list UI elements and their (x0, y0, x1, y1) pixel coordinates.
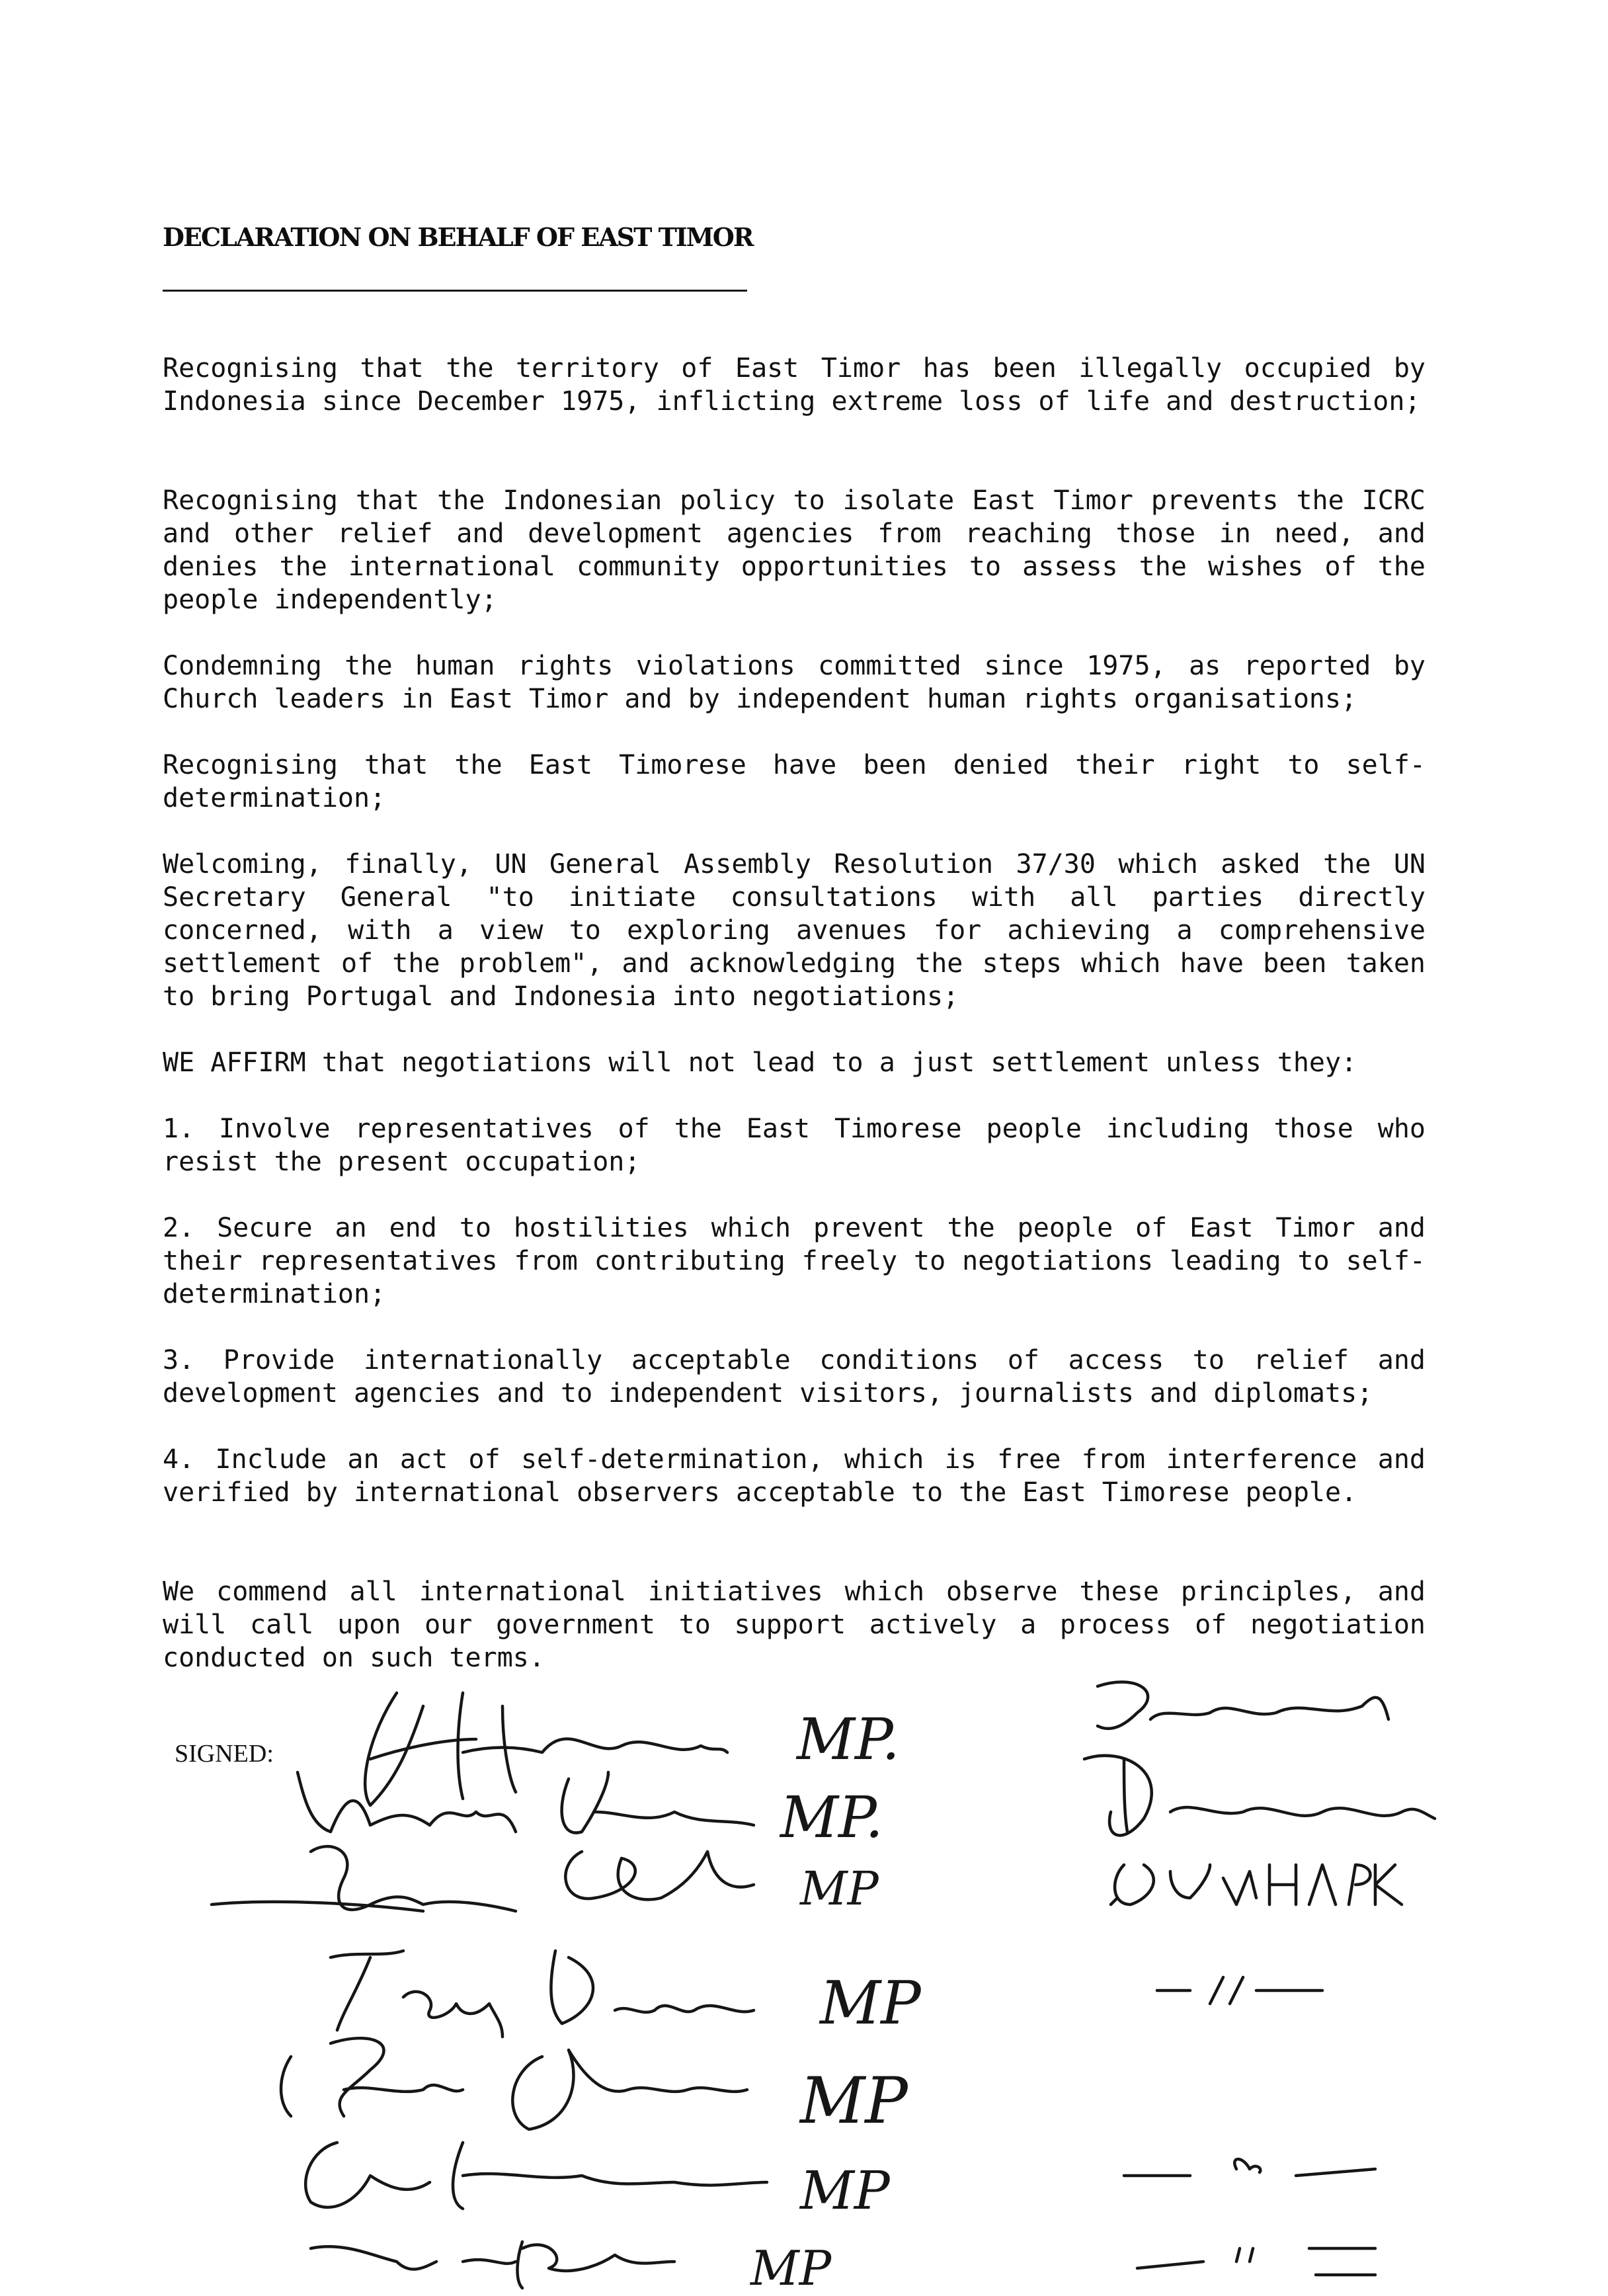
mp-annotation-4: MP (820, 1969, 921, 2038)
paragraph-self-determination-denied: Recognising that the East Timorese have been denied their right to self-determination; (163, 750, 1426, 813)
mp-annotation-7: MP (750, 2240, 832, 2296)
signature-6 (305, 2143, 891, 2221)
mp-annotation-2: MP. (780, 1785, 883, 1851)
country-annotation-4-ditto (1157, 1977, 1322, 2004)
paragraph-recognising-isolation: Recognising that the Indonesian policy to isolate East Timor prevents the ICRC and other relief and development agencies from reaching those in need, and denies the international community opportunities to assess the wishes of the people independently; (163, 485, 1426, 615)
mp-annotation-1: MP. (797, 1707, 900, 1773)
paragraph-we-commend: We commend all international initiatives which observe these principles, and will call upon our government to support actively a process of negotiation conducted on such terms. (163, 1577, 1426, 1673)
paragraph-welcoming-resolution: Welcoming, finally, UN General Assembly Resolution 37/30 which asked the UN Secretary General "to initiate consultations with all parties directly concerned, with a view to exploring avenues for achieving a comprehensive settlement of the problem", and acknowledging the steps which have been taken to bring Portugal and Indonesia into negotiations; (163, 849, 1426, 1012)
title-underline (163, 290, 747, 292)
country-annotation-6-ditto (1137, 2248, 1375, 2275)
document-title: DECLARATION ON BEHALF OF EAST TIMOR (163, 222, 753, 252)
signature-3 (212, 1846, 880, 1916)
signature-4 (331, 1951, 922, 2038)
list-item-3: 3. Provide internationally acceptable conditions of access to relief and development agencies and to independent visitors, journalists and diplomats; (163, 1345, 1426, 1409)
paragraph-recognising-occupation: Recognising that the territory of East Timor has been illegally occupied by Indonesia since December 1975, inflicting extreme loss of life and destruction; (163, 353, 1426, 417)
country-annotation-2 (1084, 1756, 1435, 1836)
signature-5 (281, 2038, 908, 2138)
paragraph-we-affirm: WE AFFIRM that negotiations will not lead to a just settlement unless they: (163, 1047, 1357, 1078)
country-annotation-5-ditto (1124, 2159, 1375, 2176)
signature-2 (298, 1772, 883, 1851)
country-annotation-3 (1111, 1865, 1402, 1905)
mp-annotation-5: MP (800, 2064, 908, 2138)
list-item-4: 4. Include an act of self-determination, which is free from interference and verified by international observers acceptable to the East Timorese people. (163, 1444, 1426, 1508)
list-item-2: 2. Secure an end to hostilities which prevent the people of East Timor and their representatives from contributing freely to negotiations leading to self-determination; (163, 1213, 1426, 1309)
signature-1 (365, 1693, 900, 1805)
signed-label: SIGNED: (175, 1740, 274, 1768)
mp-annotation-6: MP (800, 2160, 890, 2221)
list-item-1: 1. Involve representatives of the East Timorese people including those who resist the present occupation; (163, 1114, 1426, 1177)
paragraph-condemning-violations: Condemning the human rights violations committed since 1975, as reported by Church leaders in East Timor and by independent human rights organisations; (163, 651, 1426, 714)
signature-7 (311, 2240, 832, 2296)
mp-annotation-3: MP (800, 1862, 879, 1916)
